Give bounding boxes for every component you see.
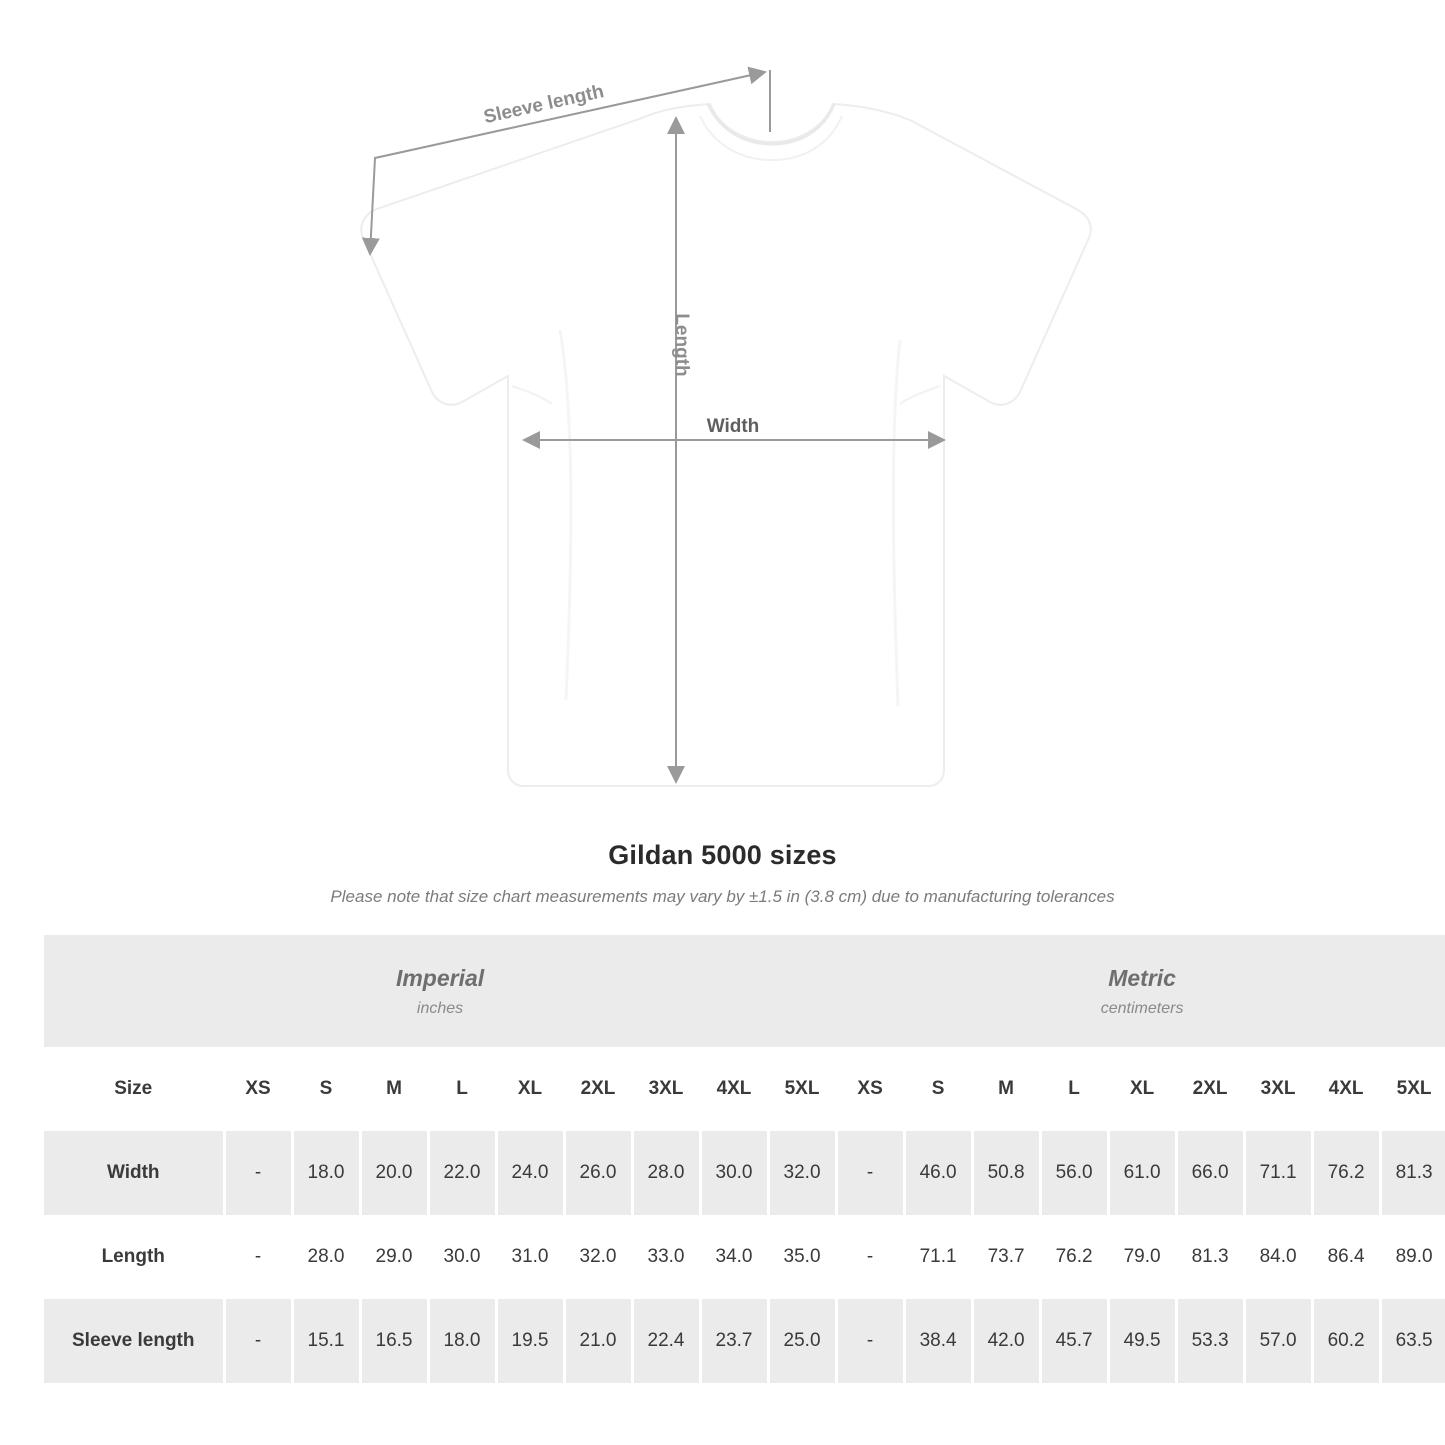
cell-length-imperial-l: 30.0 [428, 1215, 496, 1299]
unit-group-imperial [44, 935, 836, 1047]
size-table [44, 935, 1445, 1383]
cell-sleeve-imperial-3xl: 22.4 [632, 1299, 700, 1383]
size-col-metric-4xl: 4XL [1312, 1047, 1380, 1131]
table-row [44, 1131, 1445, 1215]
size-col-metric-3xl: 3XL [1244, 1047, 1312, 1131]
cell-length-imperial-xs: - [224, 1215, 292, 1299]
unit-name-metric: Metric [1108, 964, 1176, 991]
cell-width-metric-5xl: 81.3 [1380, 1131, 1445, 1215]
row-label-sleeve-length: Sleeve length [44, 1299, 224, 1383]
cell-sleeve-imperial-5xl: 25.0 [768, 1299, 836, 1383]
size-col-imperial-xs: XS [224, 1047, 292, 1131]
unit-sub-metric: centimeters [1100, 999, 1184, 1017]
cell-width-imperial-5xl: 32.0 [768, 1131, 836, 1215]
cell-length-metric-2xl: 81.3 [1176, 1215, 1244, 1299]
cell-sleeve-imperial-l: 18.0 [428, 1299, 496, 1383]
size-col-imperial-m: M [360, 1047, 428, 1131]
cell-width-metric-l: 56.0 [1040, 1131, 1108, 1215]
cell-length-metric-xl: 79.0 [1108, 1215, 1176, 1299]
cell-sleeve-imperial-xs: - [224, 1299, 292, 1383]
cell-width-metric-m: 50.8 [972, 1131, 1040, 1215]
cell-sleeve-metric-3xl: 57.0 [1244, 1299, 1312, 1383]
unit-sub-imperial: inches [416, 999, 464, 1017]
cell-width-metric-2xl: 66.0 [1176, 1131, 1244, 1215]
cell-length-imperial-m: 29.0 [360, 1215, 428, 1299]
size-header-label: Size [44, 1047, 224, 1131]
cell-width-metric-s: 46.0 [904, 1131, 972, 1215]
size-col-imperial-3xl: 3XL [632, 1047, 700, 1131]
cell-sleeve-imperial-xl: 19.5 [496, 1299, 564, 1383]
size-col-metric-2xl: 2XL [1176, 1047, 1244, 1131]
cell-length-metric-l: 76.2 [1040, 1215, 1108, 1299]
tolerance-note: Please note that size chart measurements may vary by ±1.5 in (3.8 cm) due to manufacturing tolerances [330, 887, 1115, 906]
row-label-width: Width [44, 1131, 224, 1215]
cell-sleeve-metric-xl: 49.5 [1108, 1299, 1176, 1383]
size-col-imperial-s: S [292, 1047, 360, 1131]
cell-sleeve-metric-5xl: 63.5 [1380, 1299, 1445, 1383]
cell-width-metric-4xl: 76.2 [1312, 1131, 1380, 1215]
size-col-metric-xs: XS [836, 1047, 904, 1131]
cell-width-imperial-3xl: 28.0 [632, 1131, 700, 1215]
cell-sleeve-metric-4xl: 60.2 [1312, 1299, 1380, 1383]
size-col-metric-l: L [1040, 1047, 1108, 1131]
size-header-row [44, 1047, 1445, 1131]
table-row [44, 1299, 1445, 1383]
cell-length-imperial-3xl: 33.0 [632, 1215, 700, 1299]
size-col-imperial-4xl: 4XL [700, 1047, 768, 1131]
cell-width-imperial-xl: 24.0 [496, 1131, 564, 1215]
cell-length-imperial-s: 28.0 [292, 1215, 360, 1299]
cell-length-imperial-2xl: 32.0 [564, 1215, 632, 1299]
row-label-length: Length [44, 1215, 224, 1299]
cell-sleeve-imperial-2xl: 21.0 [564, 1299, 632, 1383]
size-col-metric-s: S [904, 1047, 972, 1131]
cell-sleeve-imperial-m: 16.5 [360, 1299, 428, 1383]
cell-sleeve-metric-xs: - [836, 1299, 904, 1383]
cell-length-imperial-4xl: 34.0 [700, 1215, 768, 1299]
cell-width-imperial-m: 20.0 [360, 1131, 428, 1215]
cell-sleeve-metric-s: 38.4 [904, 1299, 972, 1383]
cell-width-imperial-s: 18.0 [292, 1131, 360, 1215]
cell-width-imperial-xs: - [224, 1131, 292, 1215]
size-col-metric-5xl: 5XL [1380, 1047, 1445, 1131]
cell-length-metric-3xl: 84.0 [1244, 1215, 1312, 1299]
cell-width-metric-3xl: 71.1 [1244, 1131, 1312, 1215]
unit-name-imperial: Imperial [395, 964, 485, 991]
length-label: Length [671, 313, 692, 377]
cell-length-metric-xs: - [836, 1215, 904, 1299]
size-col-imperial-2xl: 2XL [564, 1047, 632, 1131]
cell-length-metric-s: 71.1 [904, 1215, 972, 1299]
cell-width-imperial-l: 22.0 [428, 1131, 496, 1215]
page-title: Gildan 5000 sizes [608, 840, 837, 870]
cell-width-imperial-2xl: 26.0 [564, 1131, 632, 1215]
cell-length-imperial-5xl: 35.0 [768, 1215, 836, 1299]
cell-sleeve-imperial-4xl: 23.7 [700, 1299, 768, 1383]
cell-sleeve-metric-2xl: 53.3 [1176, 1299, 1244, 1383]
cell-length-imperial-xl: 31.0 [496, 1215, 564, 1299]
size-col-imperial-xl: XL [496, 1047, 564, 1131]
cell-sleeve-metric-m: 42.0 [972, 1299, 1040, 1383]
size-col-imperial-l: L [428, 1047, 496, 1131]
size-table-wrap [44, 935, 1433, 1383]
size-col-metric-xl: XL [1108, 1047, 1176, 1131]
title-block [0, 840, 1445, 907]
size-col-imperial-5xl: 5XL [768, 1047, 836, 1131]
cell-width-metric-xl: 61.0 [1108, 1131, 1176, 1215]
cell-width-imperial-4xl: 30.0 [700, 1131, 768, 1215]
cell-length-metric-5xl: 89.0 [1380, 1215, 1445, 1299]
table-row [44, 1215, 1445, 1299]
unit-group-metric [836, 935, 1445, 1047]
unit-header-row [44, 935, 1445, 1047]
tshirt-shape [361, 104, 1091, 786]
size-col-metric-m: M [972, 1047, 1040, 1131]
sleeve-length-label: Sleeve length [481, 81, 606, 129]
cell-width-metric-xs: - [836, 1131, 904, 1215]
cell-length-metric-4xl: 86.4 [1312, 1215, 1380, 1299]
cell-length-metric-m: 73.7 [972, 1215, 1040, 1299]
cell-sleeve-metric-l: 45.7 [1040, 1299, 1108, 1383]
cell-sleeve-imperial-s: 15.1 [292, 1299, 360, 1383]
width-label: Width [706, 416, 760, 437]
